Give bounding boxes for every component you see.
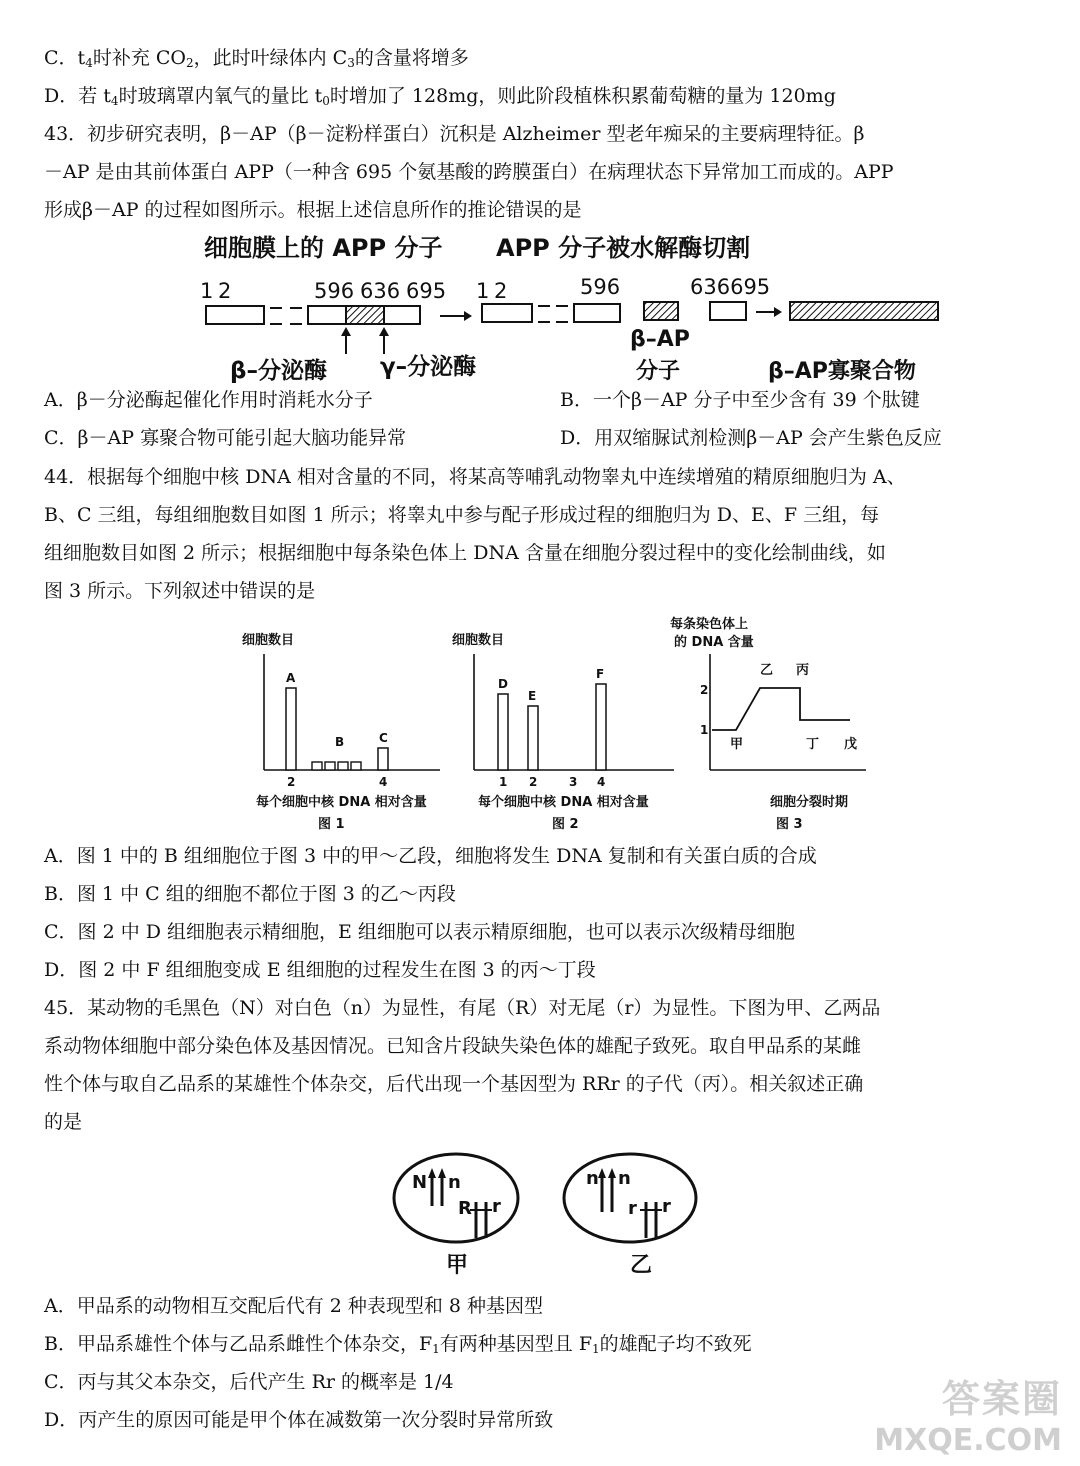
q43-enzyme-gamma: γ–分泌酶 [380,354,477,380]
q44-option-a: A．图 1 中的 B 组细胞位于图 3 中的甲～乙段，细胞将发生 DNA 复制和有关蛋白质的合成 [44,845,817,867]
q43-title-left: 细胞膜上的 APP 分子 [204,234,443,262]
q43-beta-ap-fragment [644,302,678,320]
q43-num-1b: 1 [476,279,490,303]
fig1-label-a: A [286,671,296,685]
q43-option-a: A．β－分泌酶起催化作用时消耗水分子 [44,389,373,411]
fig2-caption: 图 2 [552,817,579,832]
fig1-label-b: B [335,735,345,749]
fig1-tick-2: 2 [287,775,296,789]
fig3-stage-jia: 甲 [730,737,744,752]
q44-stem-line-1: 44．根据每个细胞中核 DNA 相对含量的不同，将某高等哺乳动物睾丸中连续增殖的精原细胞归为 A、 [44,466,906,488]
fig3-ylabel-1: 每条染色体上 [670,617,749,632]
q43-num-636: 636 [360,279,401,303]
q44-stem-line-3: 组细胞数目如图 2 所示；根据细胞中每条染色体上 DNA 含量在细胞分裂过程中的变化绘制曲线，如 [44,542,886,564]
q43-c-terminal-fragment [710,302,746,320]
q44-fig1 [242,632,440,832]
q43-num-596: 596 [314,279,355,303]
jia-gene-R: R [458,1198,472,1219]
fig1-bar-b3 [338,762,348,770]
jia-gene-r: r [492,1196,501,1217]
q43-oligomer-label: β–AP寡聚合物 [768,359,916,384]
q43-enzyme-beta: β–分泌酶 [230,358,327,384]
fig1-bar-b2 [325,762,335,770]
q45-option-c: C．丙与其父本杂交，后代产生 Rr 的概率是 1/4 [44,1371,454,1393]
q43-bap-label-1: β–AP [630,327,690,352]
yi-gene-n1: n [586,1168,599,1189]
fig2-tick-2: 2 [529,775,538,789]
jia-gene-n: n [448,1172,461,1193]
label-yi: 乙 [630,1253,653,1278]
q43-option-b: B．一个β－AP 分子中至少含有 39 个肽键 [560,389,920,411]
fig1-bar-a [286,688,296,770]
q43-num-1: 1 [200,279,214,303]
q43-stem-line-2: －AP 是由其前体蛋白 APP（一种含 695 个氨基酸的跨膜蛋白）在病理状态下异常加工而成的。APP [44,161,894,183]
q44-fig3 [670,616,866,832]
fig2-xlabel: 每个细胞中核 DNA 相对含量 [478,795,649,810]
fig1-bar-b4 [351,762,361,770]
q43-stem-line-3: 形成β－AP 的过程如图所示。根据上述信息所作的推论错误的是 [44,199,582,221]
fig2-bar-d [498,694,508,770]
fig2-label-e: E [528,689,537,703]
q43-cleaved-fragment [482,304,620,322]
q43-beta-enzyme-arrow [341,327,351,354]
q43-app-molecule [206,306,420,324]
q43-arrow-2 [756,307,782,317]
q43-option-c: C．β－AP 寡聚合物可能引起大脑功能异常 [44,427,407,449]
q44-figures [230,614,870,838]
fig3-stage-wu: 戊 [844,737,858,752]
fig3-stage-yi: 乙 [760,663,774,678]
fig3-caption: 图 3 [776,817,803,832]
fig2-label-f: F [596,667,605,681]
fig1-xlabel: 每个细胞中核 DNA 相对含量 [256,795,427,810]
fig1-tick-4: 4 [379,775,388,789]
q42-option-c: C．$t_4$时补充 $CO_2$，此时叶绿体内 $C_3$的含量将增多 [44,47,469,70]
q45-option-b: B．甲品系雄性个体与乙品系雌性个体杂交，$F_1$有两种基因型且 $F_1$的雄配子均不致死 [44,1333,752,1356]
q43-title-right: APP 分子被水解酶切割 [496,234,751,262]
q43-num-695: 695 [406,279,447,303]
fig2-bar-f [596,684,606,770]
q43-oligomer [790,302,938,320]
fig1-bar-b1 [312,762,322,770]
fig2-label-d: D [498,677,508,691]
q45-option-d: D．丙产生的原因可能是甲个体在减数第一次分裂时异常所致 [44,1409,554,1431]
yi-gene-r2: r [662,1196,671,1217]
fig3-xlabel: 细胞分裂时期 [770,795,849,810]
q43-option-d: D．用双缩脲试剂检测β－AP 会产生紫色反应 [560,427,942,449]
q44-option-c: C．图 2 中 D 组细胞表示精细胞，E 组细胞可以表示精原细胞，也可以表示次级精母细胞 [44,921,795,943]
fig1-ylabel: 细胞数目 [242,633,295,648]
yi-gene-r1: r [628,1198,637,1219]
q45-stem-line-1: 45．某动物的毛黑色（N）对白色（n）为显性，有尾（R）对无尾（r）为显性。下图为甲、乙两品 [44,997,881,1019]
cell-yi [564,1154,696,1278]
q43-num-2: 2 [218,279,232,303]
fig2-bar-e [528,706,538,770]
yi-gene-n2: n [618,1168,631,1189]
q43-num-596b: 596 [580,275,621,299]
q45-stem-line-2: 系动物体细胞中部分染色体及基因情况。已知含片段缺失染色体的雄配子致死。取自甲品系的某雌 [44,1035,862,1057]
fig2-ylabel: 细胞数目 [452,633,505,648]
fig1-label-c: C [379,731,388,745]
fig2-tick-1: 1 [499,775,508,789]
q44-stem-line-4: 图 3 所示。下列叙述中错误的是 [44,580,316,602]
q43-arrow-1 [440,311,472,321]
q43-num-2b: 2 [494,279,508,303]
q43-num-636695: 636695 [690,275,771,299]
watermark-logo: 答案圈 [941,1377,1062,1421]
jia-gene-N: N [412,1172,428,1193]
watermark-site: MXQE.COM [874,1423,1062,1458]
q45-cell-figure [390,1148,710,1280]
watermark [874,1368,1062,1458]
q45-option-a: A．甲品系的动物相互交配后代有 2 种表现型和 8 种基因型 [44,1295,544,1317]
q44-option-b: B．图 1 中 C 组的细胞不都位于图 3 的乙～丙段 [44,883,456,905]
q44-fig2 [452,632,674,832]
fig3-y1: 1 [700,723,709,737]
q45-stem-line-3: 性个体与取自乙品系的某雄性个体杂交，后代出现一个基因型为 RRr 的子代（丙）。相关叙述正确 [44,1073,864,1095]
q43-app-figure [190,228,950,388]
fig3-dna-curve [712,688,850,730]
cell-jia [394,1154,518,1278]
fig3-ylabel-2: 的 DNA 含量 [674,635,754,650]
fig2-tick-4: 4 [597,775,606,789]
fig1-caption: 图 1 [318,817,345,832]
q43-stem-line-1: 43．初步研究表明，β－AP（β－淀粉样蛋白）沉积是 Alzheimer 型老年痴呆的主要病理特征。β [44,123,865,145]
q44-stem-line-2: B、C 三组，每组细胞数目如图 1 所示；将睾丸中参与配子形成过程的细胞归为 D、E、F 三组，每 [44,504,880,526]
q45-stem-line-4: 的是 [44,1111,83,1133]
label-jia: 甲 [446,1253,469,1278]
fig3-stage-ding: 丁 [806,737,820,752]
q44-option-d: D．图 2 中 F 组细胞变成 E 组细胞的过程发生在图 3 的丙～丁段 [44,959,596,981]
fig1-bar-c [378,748,388,770]
fig3-stage-bing: 丙 [796,663,810,678]
q43-gamma-enzyme-arrow [379,327,389,354]
q43-bap-label-2: 分子 [636,359,681,384]
fig3-y2: 2 [700,683,709,697]
q42-option-d: D．若 $t_4$时玻璃罩内氧气的量比 $t_0$时增加了 128mg，则此阶段植株积累葡萄糖的量为 120mg [44,85,836,108]
fig2-tick-3: 3 [569,775,578,789]
